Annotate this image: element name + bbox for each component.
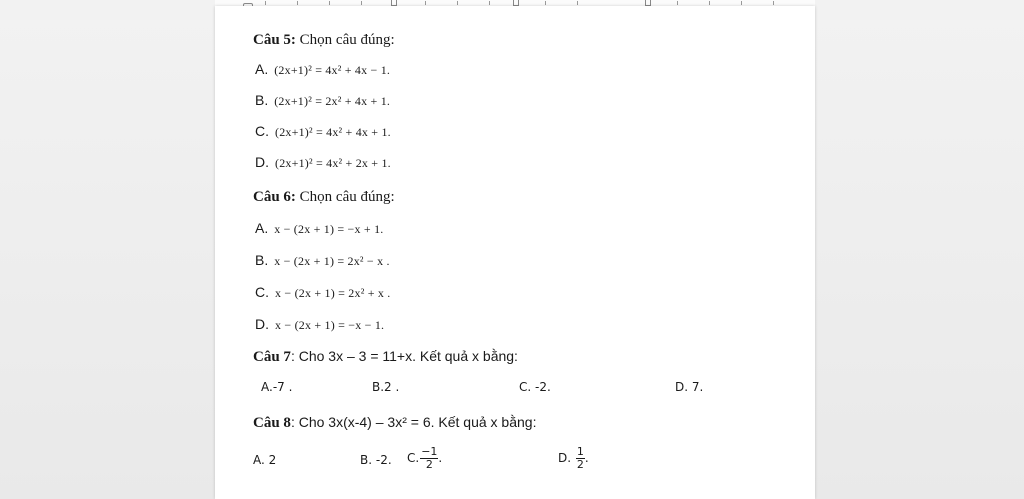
q6-option-c: [255, 284, 390, 301]
question-5: [253, 32, 395, 49]
q6-option-b: [255, 252, 390, 269]
question-text: Chọn câu đúng:: [299, 189, 395, 205]
fraction: [576, 446, 585, 471]
option-expression: (2x+1)² = 4x² + 4x − 1.: [274, 63, 391, 77]
fraction-denominator: 2: [425, 458, 433, 471]
question-label: Câu 8: [253, 415, 291, 431]
fraction-denominator: 2: [576, 458, 584, 471]
option-letter: B.: [255, 252, 269, 268]
q8-answer-a: A. 2: [253, 453, 277, 467]
question-label: Câu 7: [253, 349, 291, 365]
question-text: : Cho 3x – 3 = 11+x. Kết quả x bằng:: [290, 348, 518, 364]
fraction: [420, 446, 438, 471]
option-expression: x − (2x + 1) = 2x² − x .: [274, 254, 390, 268]
option-expression: (2x+1)² = 4x² + 4x + 1.: [275, 125, 391, 139]
option-expression: (2x+1)² = 2x² + 4x + 1.: [274, 94, 391, 108]
option-letter: C.: [255, 123, 269, 139]
q5-option-b: [255, 92, 390, 109]
q7-answer-d: D. 7.: [675, 380, 704, 394]
question-7: [253, 348, 518, 366]
option-expression: x − (2x + 1) = 2x² + x .: [275, 286, 391, 300]
question-label: Câu 6:: [253, 189, 296, 205]
question-8: [253, 414, 536, 432]
question-6: [253, 189, 395, 206]
answer-prefix: D.: [558, 451, 572, 465]
answer-suffix: .: [584, 451, 589, 465]
option-letter: C.: [255, 284, 269, 300]
q5-option-d: [255, 154, 391, 171]
question-text: : Cho 3x(x-4) – 3x² = 6. Kết quả x bằng:: [290, 414, 537, 430]
q8-answer-c: [407, 446, 442, 471]
question-label: Câu 5:: [253, 32, 296, 48]
fraction-numerator: −1: [421, 445, 438, 458]
option-expression: x − (2x + 1) = −x + 1.: [274, 222, 384, 236]
q7-answer-c: C. -2.: [519, 380, 551, 394]
q6-option-a: [255, 220, 383, 237]
option-letter: A.: [255, 61, 269, 77]
q5-option-a: [255, 61, 390, 78]
q8-answer-d: [558, 446, 589, 471]
option-letter: B.: [255, 92, 269, 108]
q7-answer-b: B.2 .: [372, 380, 400, 394]
q5-option-c: [255, 123, 391, 140]
question-text: Chọn câu đúng:: [299, 32, 395, 48]
answer-prefix: C.: [407, 451, 420, 465]
q6-option-d: [255, 316, 384, 333]
document-page: [215, 6, 815, 499]
option-expression: (2x+1)² = 4x² + 2x + 1.: [275, 156, 391, 170]
q7-answer-a: A.-7 .: [261, 380, 293, 394]
option-letter: D.: [255, 316, 269, 332]
answer-suffix: .: [438, 451, 443, 465]
option-letter: D.: [255, 154, 269, 170]
fraction-numerator: 1: [576, 445, 584, 458]
option-letter: A.: [255, 220, 269, 236]
q8-answer-b: B. -2.: [360, 453, 392, 467]
option-expression: x − (2x + 1) = −x − 1.: [275, 318, 385, 332]
